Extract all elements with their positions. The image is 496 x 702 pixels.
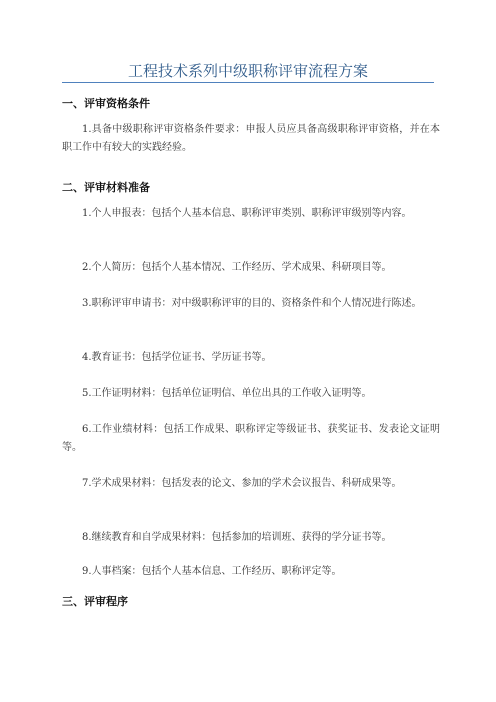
paragraph: 8.继续教育和自学成果材料：包括参加的培训班、获得的学分证书等。 [82, 532, 392, 543]
paragraph: 3.职称评审申请书：对中级职称评审的目的、资格条件和个人情况进行陈述。 [82, 298, 422, 309]
document-title: 工程技术系列中级职称评审流程方案 [127, 62, 368, 80]
section-heading-eligibility: 一、评审资格条件 [62, 97, 150, 110]
paragraph: 4.教育证书：包括学位证书、学历证书等。 [82, 352, 272, 363]
paragraph: 6.工作业绩材料：包括工作成果、职称评定等级证书、获奖证书、发表论文证明等。 [62, 424, 440, 453]
paragraph: 5.工作证明材料：包括单位证明信、单位出具的工作收入证明等。 [82, 388, 372, 399]
paragraph: 7.学术成果材料：包括发表的论文、参加的学术会议报告、科研成果等。 [82, 478, 402, 489]
paragraph: 2.个人简历：包括个人基本情况、工作经历、学术成果、科研项目等。 [82, 262, 392, 273]
paragraph: 9.人事档案：包括个人基本信息、工作经历、职称评定等。 [82, 566, 342, 577]
paragraph: 1.个人申报表：包括个人基本信息、职称评审类别、职称评审级别等内容。 [82, 208, 412, 219]
title-divider [62, 82, 434, 83]
section-heading-procedure: 三、评审程序 [62, 595, 128, 608]
section-heading-materials: 二、评审材料准备 [62, 181, 150, 194]
paragraph: 1.具备中级职称评审资格条件要求：申报人员应具备高级职称评审资格，并在本职工作中有较大的实践经验。 [62, 124, 440, 153]
